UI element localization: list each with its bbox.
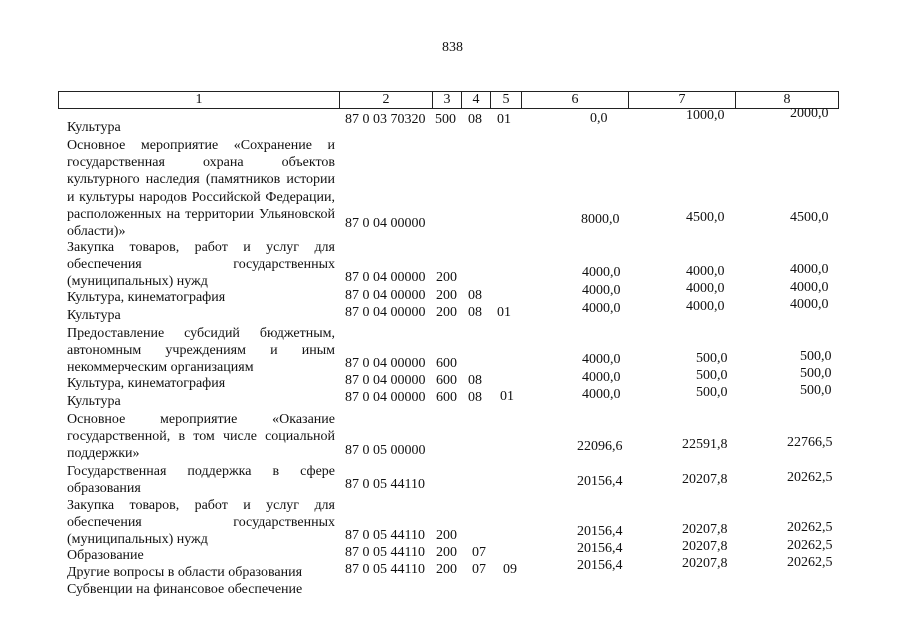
row-code: 87 0 04 00000 <box>345 390 426 405</box>
row-value-6: 4000,0 <box>582 283 621 298</box>
row-value-7: 500,0 <box>696 351 728 366</box>
row-col-4: 07 <box>472 545 486 560</box>
row-col-4: 08 <box>468 112 482 127</box>
row-value-8: 20262,5 <box>787 520 833 535</box>
row-code: 87 0 04 00000 <box>345 216 426 231</box>
header-col-2: 2 <box>340 92 433 109</box>
row-col-3: 200 <box>436 288 457 303</box>
header-col-5: 5 <box>491 92 522 109</box>
row-col-3: 200 <box>436 270 457 285</box>
row-col-4: 08 <box>468 390 482 405</box>
header-col-7: 7 <box>629 92 736 109</box>
row-description: Культура, кинематография <box>67 290 226 305</box>
row-code: 87 0 04 00000 <box>345 373 426 388</box>
row-value-6: 22096,6 <box>577 439 623 454</box>
row-value-7: 4500,0 <box>686 210 725 225</box>
row-code: 87 0 05 44110 <box>345 545 425 560</box>
row-description: Культура <box>67 120 121 135</box>
row-col-4: 08 <box>468 288 482 303</box>
row-description: Культура <box>67 308 121 323</box>
row-col-3: 600 <box>436 390 457 405</box>
row-description: Государственная поддержка в сфере образования <box>67 464 335 497</box>
row-value-7: 4000,0 <box>686 281 725 296</box>
row-value-6: 20156,4 <box>577 524 623 539</box>
row-code: 87 0 05 44110 <box>345 477 425 492</box>
row-description: Культура <box>67 394 121 409</box>
table-header <box>58 91 839 109</box>
row-col-5: 01 <box>497 112 511 127</box>
row-value-6: 20156,4 <box>577 474 623 489</box>
row-code: 87 0 04 00000 <box>345 288 426 303</box>
row-description: Основное мероприятие «Сохранение и государственная охрана объектов культурного наследия (памятников истории и культуры народов Российской Федерации, расположенных на территории Ульяновской области)» <box>67 138 335 240</box>
row-col-4: 07 <box>472 562 486 577</box>
header-col-8: 8 <box>736 92 839 109</box>
row-description: Другие вопросы в области образования <box>67 565 303 580</box>
row-value-7: 500,0 <box>696 385 728 400</box>
row-code: 87 0 04 00000 <box>345 305 426 320</box>
header-col-6: 6 <box>522 92 629 109</box>
row-value-6: 4000,0 <box>582 352 621 367</box>
row-value-8: 20262,5 <box>787 538 833 553</box>
row-value-7: 4000,0 <box>686 299 725 314</box>
row-value-6: 4000,0 <box>582 265 621 280</box>
row-value-7: 500,0 <box>696 368 728 383</box>
row-value-6: 8000,0 <box>581 212 620 227</box>
row-value-8: 4000,0 <box>790 262 829 277</box>
row-code: 87 0 05 44110 <box>345 562 425 577</box>
row-value-6: 4000,0 <box>582 370 621 385</box>
row-value-7: 22591,8 <box>682 437 728 452</box>
row-code: 87 0 04 00000 <box>345 270 426 285</box>
row-value-8: 4500,0 <box>790 210 829 225</box>
row-value-6: 4000,0 <box>582 387 621 402</box>
row-value-6: 4000,0 <box>582 301 621 316</box>
row-value-7: 20207,8 <box>682 539 728 554</box>
row-value-8: 500,0 <box>800 366 832 381</box>
row-col-3: 200 <box>436 305 457 320</box>
row-value-8: 500,0 <box>800 383 832 398</box>
row-col-4: 08 <box>468 305 482 320</box>
row-value-8: 2000,0 <box>790 106 829 121</box>
row-value-6: 0,0 <box>590 111 608 126</box>
row-value-8: 20262,5 <box>787 555 833 570</box>
row-col-4: 08 <box>468 373 482 388</box>
row-value-7: 20207,8 <box>682 472 728 487</box>
row-code: 87 0 05 44110 <box>345 528 425 543</box>
row-value-8: 22766,5 <box>787 435 833 450</box>
row-col-3: 200 <box>436 528 457 543</box>
row-col-3: 600 <box>436 373 457 388</box>
row-col-5: 01 <box>500 389 514 404</box>
row-value-7: 1000,0 <box>686 108 725 123</box>
row-description: Предоставление субсидий бюджетным, автономным учреждениям и иным некоммерческим организациям <box>67 326 335 376</box>
row-description: Образование <box>67 548 144 563</box>
row-description: Закупка товаров, работ и услуг для обеспечения государственных (муниципальных) нужд <box>67 498 335 548</box>
header-col-3: 3 <box>433 92 462 109</box>
row-value-8: 4000,0 <box>790 280 829 295</box>
row-col-3: 600 <box>436 356 457 371</box>
row-code: 87 0 03 70320 <box>345 112 426 127</box>
row-value-7: 20207,8 <box>682 556 728 571</box>
row-value-8: 500,0 <box>800 349 832 364</box>
header-col-1: 1 <box>59 92 340 109</box>
row-code: 87 0 04 00000 <box>345 356 426 371</box>
page-number: 838 <box>442 40 463 55</box>
trailing-text: Субвенции на финансовое обеспечение <box>67 582 303 597</box>
row-code: 87 0 05 00000 <box>345 443 426 458</box>
row-value-6: 20156,4 <box>577 558 623 573</box>
row-col-3: 500 <box>435 112 456 127</box>
row-description: Закупка товаров, работ и услуг для обеспечения государственных (муниципальных) нужд <box>67 240 335 290</box>
row-col-5: 01 <box>497 305 511 320</box>
row-value-8: 20262,5 <box>787 470 833 485</box>
row-value-7: 4000,0 <box>686 264 725 279</box>
row-col-3: 200 <box>436 545 457 560</box>
row-value-7: 20207,8 <box>682 522 728 537</box>
row-col-5: 09 <box>503 562 517 577</box>
header-col-4: 4 <box>462 92 491 109</box>
row-description: Основное мероприятие «Оказание государственной, в том числе социальной поддержки» <box>67 412 335 462</box>
row-description: Культура, кинематография <box>67 376 226 391</box>
row-col-3: 200 <box>436 562 457 577</box>
row-value-6: 20156,4 <box>577 541 623 556</box>
row-value-8: 4000,0 <box>790 297 829 312</box>
